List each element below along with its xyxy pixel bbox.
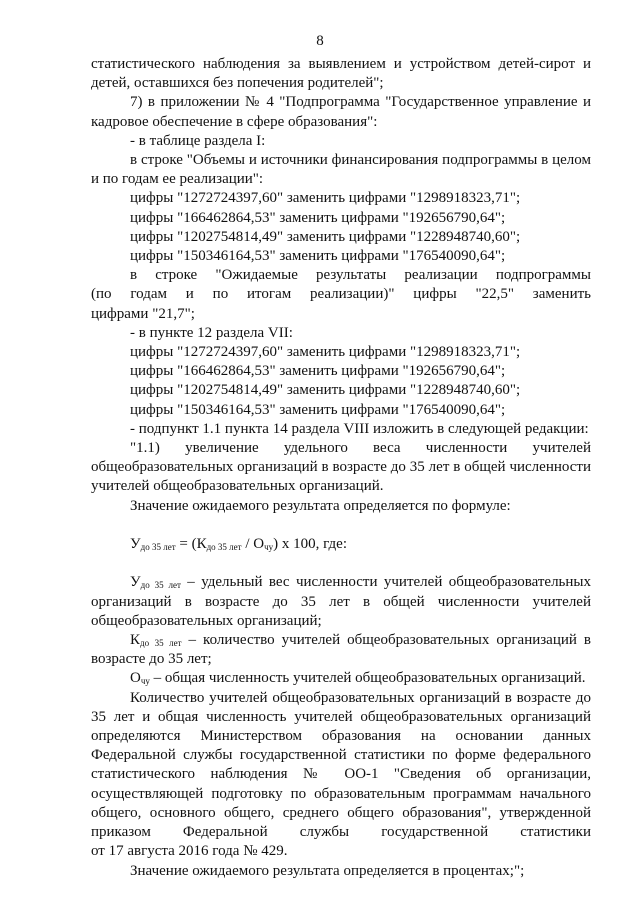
text-line: 35 лет и общая численность учителей общеобразовательных организаций — [91, 708, 591, 725]
text-line: кадровое обеспечение в сфере образования": — [91, 113, 378, 130]
def-k-text: – количество учителей общеобразовательных организаций в — [188, 632, 592, 649]
text-line: определяются Министерством образования на основании данных — [91, 728, 591, 745]
text-line: от 17 августа 2016 года № 429. — [91, 843, 288, 860]
text-line: цифры "150346164,53" заменить цифрами "176540090,64"; — [130, 248, 506, 265]
text-line: цифры "1272724397,60" заменить цифрами "1298918323,71"; — [130, 190, 521, 207]
def-o-subscript: чу — [140, 676, 150, 687]
formula-y: У — [130, 536, 141, 553]
text-line: общеобразовательных организаций; — [91, 612, 322, 629]
formula-tail: ) х 100, где: — [273, 536, 347, 553]
text-line: - подпункт 1.1 пункта 14 раздела VIII изложить в следующей редакции: — [130, 420, 589, 437]
text-line: в строке "Объемы и источники финансирования подпрограммы в целом — [130, 152, 591, 169]
def-y-text: – удельный вес численности учителей общеобразовательных — [187, 574, 591, 591]
formula-line — [91, 535, 591, 554]
formula-k-subscript: до 35 лет — [206, 542, 242, 553]
text-line: цифры "1202754814,49" заменить цифрами "1228948740,60"; — [130, 382, 521, 399]
definition-k — [91, 631, 591, 650]
text-line: возрасте до 35 лет; — [91, 651, 212, 668]
document-body — [91, 55, 591, 881]
formula-o-subscript: чу — [264, 542, 274, 553]
text-line: детей, оставшихся без попечения родителей"; — [91, 75, 384, 92]
text-line: осуществляющей подготовку по образовательным программам начального — [91, 785, 591, 802]
text-line: цифры "166462864,53" заменить цифрами "192656790,64"; — [130, 209, 506, 226]
text-line: Значение ожидаемого результата определяется в процентах;"; — [130, 862, 525, 879]
page-number: 8 — [316, 33, 324, 49]
def-y-symbol: У — [130, 574, 141, 591]
text-line: общеобразовательных организаций в возрасте до 35 лет в общей численности — [91, 459, 591, 476]
text-line: и по годам ее реализации": — [91, 171, 264, 188]
text-line: общего, основного общего, среднего общего образования", утвержденной — [91, 804, 591, 821]
definition-o — [91, 669, 591, 688]
text-line: - в таблице раздела I: — [130, 132, 266, 149]
text-line: цифры "166462864,53" заменить цифрами "192656790,64"; — [130, 363, 506, 380]
text-line: учителей общеобразовательных организаций. — [91, 478, 384, 495]
text-line: 7) в приложении № 4 "Подпрограмма "Государственное управление и — [130, 94, 591, 111]
text-line: цифры "1202754814,49" заменить цифрами "1228948740,60"; — [130, 228, 521, 245]
formula-y-subscript: до 35 лет — [140, 542, 176, 553]
text-line: статистического наблюдения за выявлением и устройством детей-сирот и — [91, 56, 591, 72]
text-line: Количество учителей общеобразовательных организаций в возрасте до — [130, 689, 591, 706]
formula-slash-o: / О — [241, 536, 265, 553]
def-k-subscript: до 35 лет — [140, 638, 182, 649]
def-o-text: – общая численность учителей общеобразовательных организаций. — [153, 670, 586, 687]
def-y-subscript: до 35 лет — [140, 580, 181, 591]
definition-y — [91, 573, 591, 592]
text-line: Федеральной службы государственной статистики по форме федерального — [91, 747, 591, 764]
text-line: Значение ожидаемого результата определяется по формуле: — [130, 497, 511, 514]
text-line: цифры "1272724397,60" заменить цифрами "1298918323,71"; — [130, 344, 521, 361]
text-line: организаций в возрасте до 35 лет в общей численности учителей — [91, 593, 591, 610]
text-line: - в пункте 12 раздела VII: — [130, 324, 293, 341]
text-line: приказом Федеральной службы государственной статистики — [91, 824, 591, 841]
text-line: в строке "Ожидаемые результаты реализации подпрограммы — [130, 267, 591, 284]
def-k-symbol: К — [130, 632, 141, 649]
text-line: цифры "150346164,53" заменить цифрами "176540090,64"; — [130, 401, 506, 418]
text-line: статистического наблюдения № ОО-1 "Сведения об организации, — [91, 766, 591, 783]
blank-line — [91, 516, 591, 535]
blank-line — [91, 554, 591, 573]
formula-eq-open: = (К — [175, 536, 207, 553]
text-line: (по годам и по итогам реализации)" цифры "22,5" заменить — [91, 286, 591, 303]
text-line: цифрами "21,7"; — [91, 305, 195, 322]
def-o-symbol: О — [130, 670, 141, 687]
text-line: "1.1) увеличение удельного веса численности учителей — [130, 440, 591, 457]
